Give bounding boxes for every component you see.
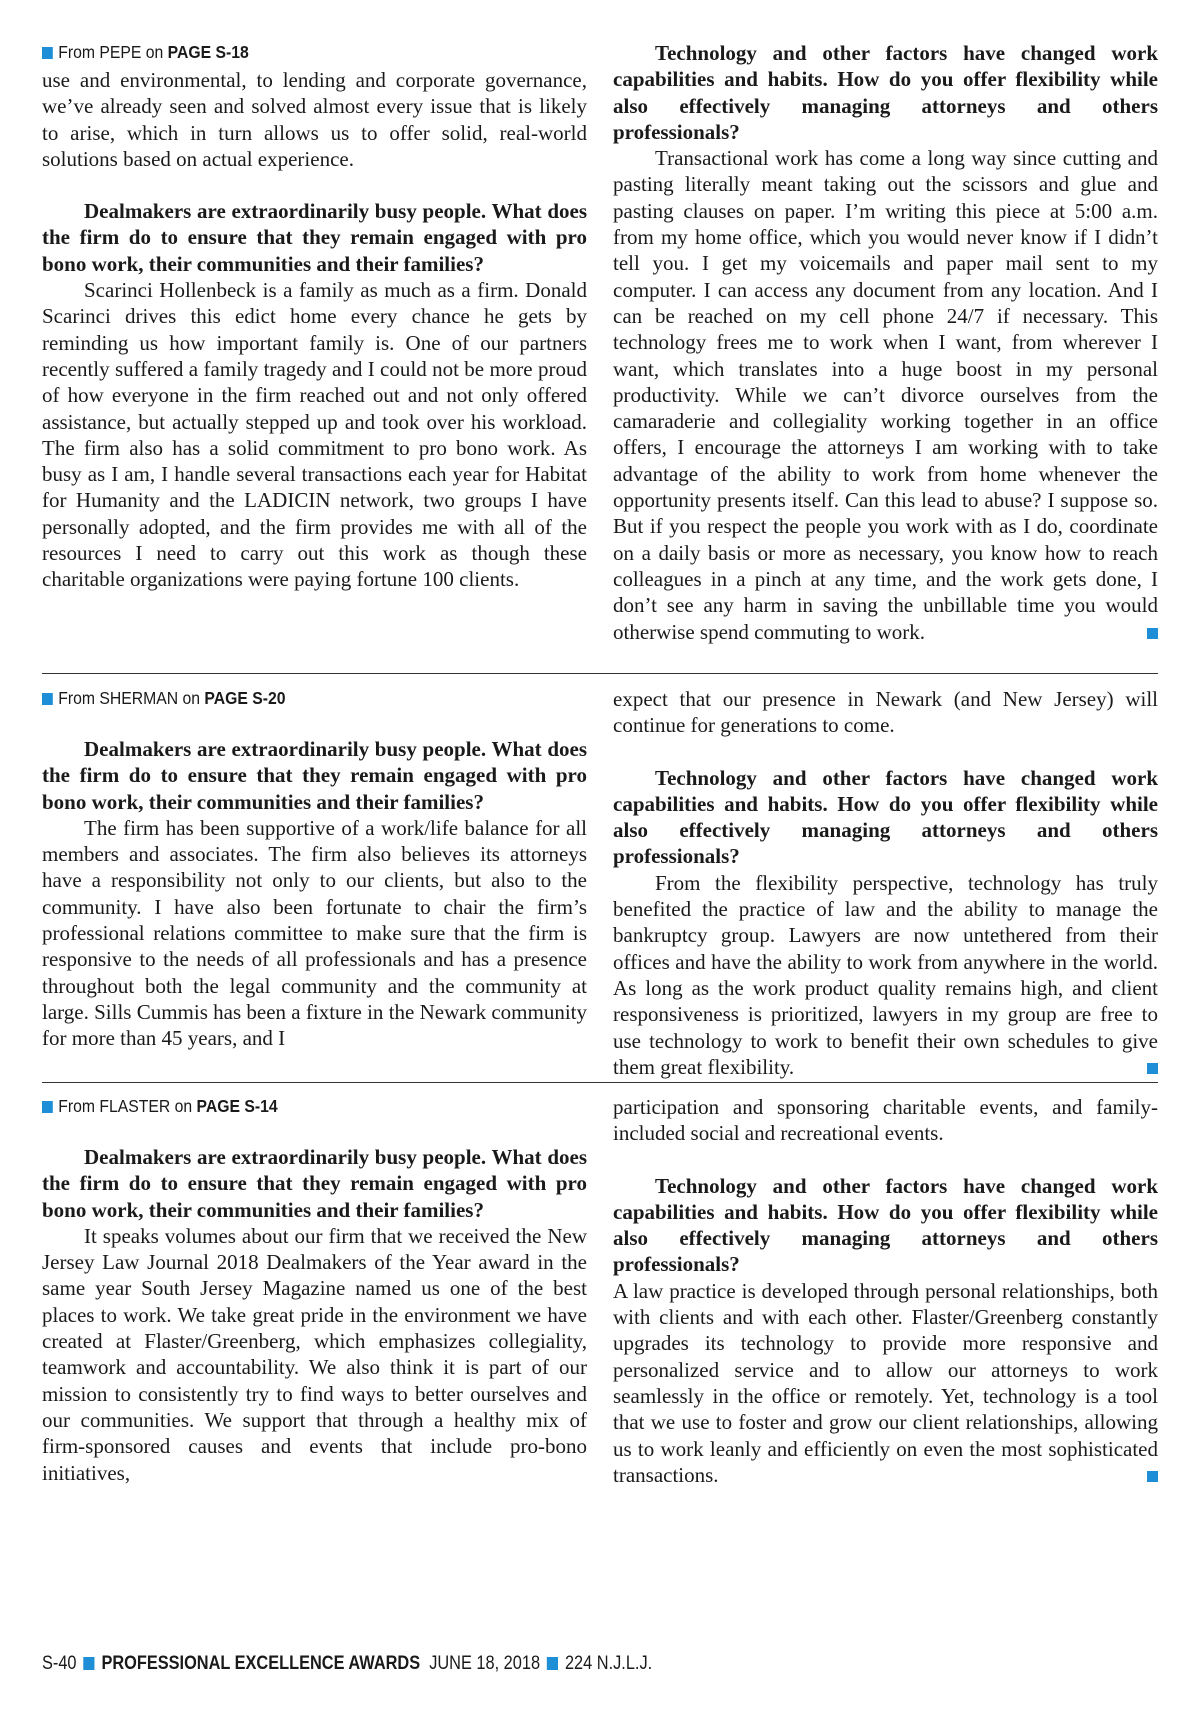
end-mark-icon	[1147, 1063, 1158, 1074]
question-heading: Technology and other factors have changed work capabilities and habits. How do you offer flexibility while also effectively managing attorneys and others professionals?	[613, 41, 1158, 144]
question-heading: Technology and other factors have changed work capabilities and habits. How do you offer flexibility while also effectively managing attorneys and others professionals?	[613, 1173, 1158, 1277]
section-sherman	[42, 686, 1158, 1106]
body-paragraph	[613, 145, 1158, 645]
answer-text: From the flexibility perspective, technology has truly benefited the practice of law and the ability to manage the bankruptcy group. Lawyers are now untethered from their offices and have the ability to work from anywhere in the world. As long as the work product quality remains high, and client responsiveness is prioritized, lawyers in my group are free to use technology to work to benefit their own schedules to give them great flexibility.	[613, 870, 1158, 1079]
column-right	[613, 1094, 1158, 1542]
section-divider	[42, 673, 1158, 674]
body-paragraph: participation and sponsoring charitable events, and family-included social and recreational events.	[613, 1095, 1158, 1146]
from-sherman-tagline	[42, 686, 533, 710]
body-paragraph: expect that our presence in Newark (and New Jersey) will continue for generations to come.	[613, 687, 1158, 738]
section-divider	[42, 1082, 1158, 1083]
page-reference: PAGE S-14	[196, 1096, 278, 1116]
from-label: From FLASTER on	[58, 1096, 193, 1116]
question-heading: Dealmakers are extraordinarily busy people. What does the firm do to ensure that they remain engaged with pro bono work, their communities and their families?	[42, 199, 587, 276]
from-pepe-tagline	[42, 40, 533, 64]
page-number: S-40	[42, 1653, 77, 1674]
square-separator-icon	[547, 1657, 558, 1670]
body-paragraph: The firm has been supportive of a work/life balance for all members and associates. The firm also believes its attorneys have a responsibility not only to our clients, but also to the community. I have also been fortunate to chair the firm’s professional relations committee to make sure that the firm is responsive to the needs of all professionals and has a presence throughout both the legal community and the community at large. Sills Cummis has been a fixture in the Newark community for more than 45 years, and I	[42, 815, 587, 1051]
column-right	[613, 40, 1158, 730]
square-separator-icon	[83, 1657, 94, 1670]
square-bullet-icon	[42, 47, 53, 59]
section-pepe	[42, 40, 1158, 730]
page-reference: PAGE S-20	[204, 688, 286, 708]
question-heading: Dealmakers are extraordinarily busy people. What does the firm do to ensure that they remain engaged with pro bono work, their communities and their families?	[42, 737, 587, 814]
section-flaster	[42, 1094, 1158, 1542]
column-left	[42, 686, 587, 1106]
column-left	[42, 1094, 587, 1542]
from-label: From SHERMAN on	[58, 688, 200, 708]
issue-date: JUNE 18, 2018	[429, 1653, 541, 1674]
end-mark-icon	[1147, 1471, 1158, 1482]
body-paragraph	[613, 870, 1158, 1080]
answer-text: A law practice is developed through personal relationships, both with clients and with each other. Flaster/Greenberg constantly upgrades its technology to provide more responsive and personalized service and to allow our attorneys to work seamlessly in the office or remotely. Yet, technology is a tool that we use to foster and grow our client relationships, allowing us to work leanly and efficiently on even the most sophisticated transactions.	[613, 1278, 1158, 1487]
column-right	[613, 686, 1158, 1106]
end-mark-icon	[1147, 628, 1158, 639]
volume-citation: 224 N.J.L.J.	[564, 1653, 653, 1674]
body-paragraph: Scarinci Hollenbeck is a family as much as a firm. Donald Scarinci drives this edict home every chance he gets by reminding us how important family is. One of our partners recently suffered a family tragedy and I could not be more proud of how everyone in the firm reached out and not only offered assistance, but actually stepped up and took over his workload. The firm also has a solid commitment to pro bono work. As busy as I am, I handle several transactions each year for Habitat for Humanity and the LADICIN network, two groups I have personally adopted, and the firm provides me with all of the resources I need to carry out this work as though these charitable organizations were paying fortune 100 clients.	[42, 278, 587, 592]
publication-name: PROFESSIONAL EXCELLENCE AWARDS	[101, 1653, 421, 1674]
page-reference: PAGE S-18	[167, 42, 249, 62]
from-flaster-tagline	[42, 1094, 533, 1118]
answer-text: Transactional work has come a long way since cutting and pasting literally meant taking out the scissors and glue and pasting clauses on paper. I’m writing this piece at 5:00 a.m. from my home office, which you would never know if I didn’t tell you. I get my voicemails and paper mail sent to my computer. I can access any document from any location. And I can be reached on my cell phone 24/7 if necessary. This technology frees me to work when I want, from wherever I want, which translates into a huge boost in my personal productivity. While we can’t divorce ourselves from the camaraderie and collegiality working together in an office offers, I encourage the attorneys I am working with to take advantage of the ability to work from home whenever the opportunity presents itself. Can this lead to abuse? I suppose so. But if you respect the people you work with as I do, coordinate on a daily basis or more as necessary, you know how to reach colleagues in a pinch at any time, and the work gets done, I don’t see any harm in saving the unbillable time you would otherwise spend commuting to work.	[613, 146, 1158, 644]
body-paragraph: It speaks volumes about our firm that we received the New Jersey Law Journal 2018 Dealmakers of the Year award in the same year South Jersey Magazine named us one of the best places to work. We take great pride in the environment we have created at Flaster/Greenberg, which emphasizes collegiality, teamwork and accountability. We also think it is part of our mission to consistently try to find ways to better ourselves and our communities. We support that through a healthy mix of firm-sponsored causes and events that include pro-bono initiatives,	[42, 1223, 587, 1485]
column-left	[42, 40, 587, 730]
page-footer	[42, 1652, 652, 1676]
body-paragraph	[613, 1278, 1158, 1488]
question-heading: Dealmakers are extraordinarily busy people. What does the firm do to ensure that they remain engaged with pro bono work, their communities and their families?	[42, 1145, 587, 1222]
square-bullet-icon	[42, 1101, 53, 1113]
body-paragraph: use and environmental, to lending and corporate governance, we’ve already seen and solved almost every issue that is likely to arise, which in turn allows us to offer solid, real-world solutions based on actual experience.	[42, 68, 587, 171]
question-heading: Technology and other factors have changed work capabilities and habits. How do you offer flexibility while also effectively managing attorneys and others professionals?	[613, 765, 1158, 869]
from-label: From PEPE on	[58, 42, 164, 62]
square-bullet-icon	[42, 693, 53, 705]
